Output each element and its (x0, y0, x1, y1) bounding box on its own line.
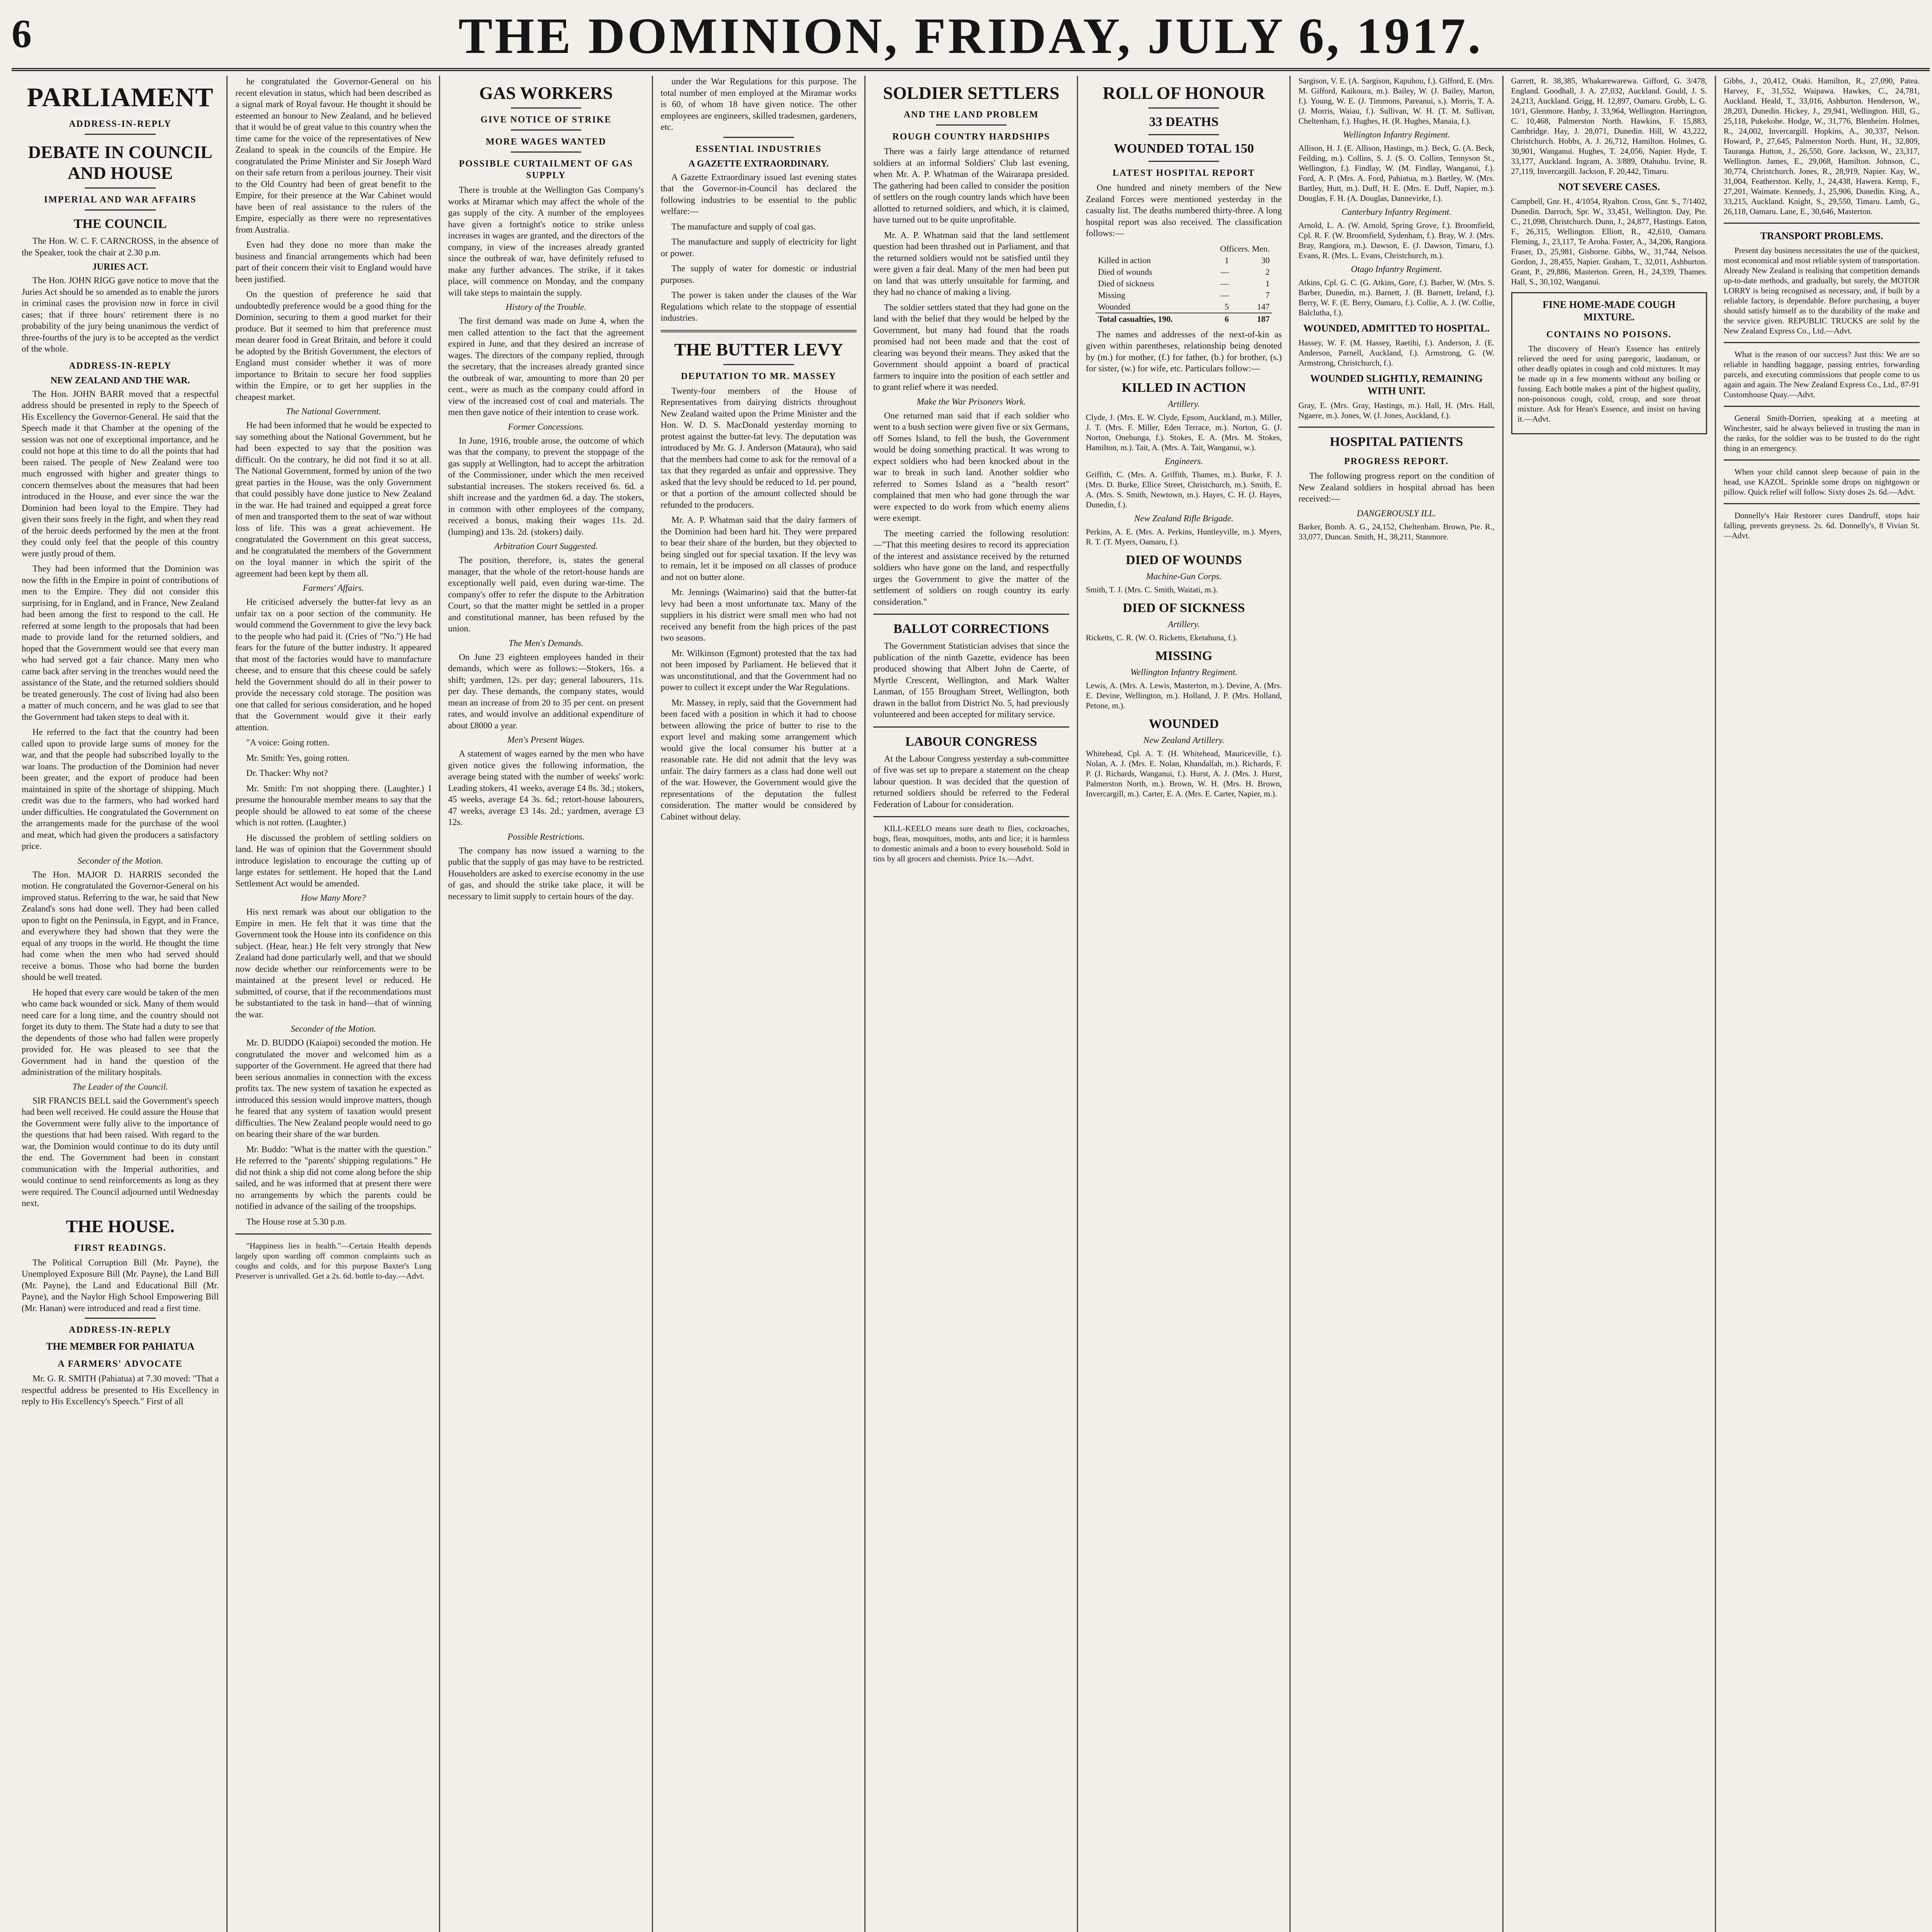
paragraph: The supply of water for domestic or industrial purposes. (660, 264, 857, 285)
paragraph: The Political Corruption Bill (Mr. Payne), the Unemployed Exposure Bill (Mr. Payne), the Land Bill (Mr. Payne), the Land and Educational Bill (Mr. Payne), and the Naylor High School Empowering Bill (Mr. Hanan) were introduced and read a first time. (22, 1257, 219, 1313)
paragraph: Twenty-four members of the House of Representatives from dairying districts throughout New Zealand waited upon the Prime Minister and the Hon. W. D. S. MacDonald yesterday morning to protest against the butter-fat levy. The deputation was introduced by Mr. G. J. Anderson (Mataura), who said that the members had come to ask for the removal of a tax that they regarded as unfair and oppressive. They asked that the levy should be reduced to 1d. per pound, or that a portion of the amount collected should be refunded to the producers. (660, 386, 857, 510)
masthead-rule (12, 68, 1930, 71)
subhead: A FARMERS' ADVOCATE (58, 1359, 183, 1369)
divider (85, 1318, 156, 1319)
advertisement: "Happiness lies in health."—Certain Health depends largely upon warding off common complaints such as coughs and colds, and for this purpose Baxter's Lung Preserver is unrivalled. Get a 2s. 6d. bottle to-day.—Advt. (235, 1241, 432, 1281)
casualty-list: Gray, E. (Mrs. Gray, Hastings, m.). Hall, H. (Mrs. Hall, Ngaere, m.). Jones, W. (J. Jones, Auckland, f.). (1298, 401, 1495, 420)
subheading: Wellington Infantry Regiment. (1130, 667, 1238, 677)
subheading: Possible Restrictions. (507, 832, 585, 842)
subhead: IMPERIAL AND WAR AFFAIRS (44, 195, 197, 205)
casualty-list: Perkins, A. E. (Mrs. A. Perkins, Huntleyville, m.). Myers, R. T. (T. Myers, Oamaru, f.). (1086, 527, 1282, 546)
paragraph: The power is taken under the clauses of the War Regulations which relate to the stoppage of essential industries. (660, 290, 857, 323)
subheading: Farmers' Affairs. (303, 583, 364, 593)
paragraph: The manufacture and supply of electricity for light or power. (660, 237, 857, 258)
paragraph: The soldier settlers stated that they had gone on the land with the belief that they would be helped by the Government, but many had found that the roads promised had not been made and that the cost of clearing was beyond their means. They asked that the Government should appoint a board of practical farmers to inquire into the position of each settler and to grant relief where it was needed. (873, 302, 1070, 392)
subheading: Make the War Prisoners Work. (917, 396, 1026, 406)
table-cell: 1 (1225, 255, 1229, 265)
divider (85, 187, 156, 189)
advertisement: KILL-KEELO means sure death to flies, cockroaches, bugs, fleas, mosquitoes, moths, ants and lice; it is harmless to domestic animals and a boon to every household. Sold in tins by all grocers and chemists. Price 1s.—Advt. (873, 824, 1070, 863)
casualty-list: Barker, Bomb. A. G., 24,152, Cheltenham. Brown, Pte. R., 33,077, Duncan. Smith, H., 38,211, Stanmore. (1298, 522, 1495, 541)
subheading: Seconder of the Motion. (291, 1024, 376, 1034)
paragraph: The Hon. JOHN RIGG gave notice to move that the Juries Act should be so amended as to enable the jurors in criminal cases the provision now in force in civil cases; that if three hours' retirement there is no probability of the jury being unanimous the verdict of three-fourths of the jury is to be accepted as the verdict of the whole. (22, 276, 219, 354)
section-heading: MISSING (1155, 648, 1213, 663)
paragraph: The first demand was made on June 4, when the men called attention to the fact that the agreement expired in June, and that they desired an increase of wages. The directors of the company replied, through the secretary, that the increases already granted since the outbreak of war, amounting to more than 20 per cent., were as much as the company could afford in view of the increased cost of coal and materials. The men then gave notice of their intention to cease work. (448, 316, 644, 417)
divider (1724, 503, 1920, 504)
casualty-list: Gibbs, J., 20,412, Otaki. Hamilton, R., 27,090, Patea. Harvey, F., 31,552, Waipawa. Hawkes, C., 24,781, Auckland. Heald, T., 33,016, Ashburton. Henderson, W., 28,203, Dunedin. Hickey, J., 29,941, Wellington. Hill, G., 25,118, Pukekohe. Hodge, W., 31,776, Blenheim. Holmes, R., 24,002, Invercargill. Hopkins, A., 30,337, Nelson. Howard, P., 27,645, Palmerston North. Hunt, H., 32,809, Tauranga. Hutton, J., 26,550, Gore. Jackson, W., 23,317, Wellington. James, E., 29,068, Hamilton. Johnson, C., 30,774, Christchurch. Jones, R., 28,919, Napier. Kay, W., 31,004, Featherston. Kelly, J., 24,438, Hawera. Kemp, F., 27,201, Waimate. Kennedy, J., 25,906, Dunedin. King, A., 33,215, Auckland. Knight, S., 29,550, Timaru. Lamb, G., 26,118, Oamaru. Lane, E., 30,646, Masterton. (1723, 76, 1920, 216)
column-8 (1502, 76, 1715, 1932)
casualty-list: Hassey, W. F. (M. Hassey, Raetihi, f.). Anderson, J. (E. Anderson, Parnell, Auckland, f.). Armstrong, G. (W. Armstrong, Christchurch, f.). (1298, 338, 1495, 367)
divider (873, 614, 1069, 615)
divider (1148, 134, 1219, 135)
subheading: History of the Trouble. (505, 302, 587, 312)
casualty-list: Griffith, C. (Mrs. A. Griffith, Thames, m.). Burke, F. J. (Mrs. D. Burke, Ellice Street, Christchurch, m.). Smith, E. A. (Mrs. S. Smith, Newtown, m.). Hayes, C. H. (J. Hayes, Dunedin, f.). (1086, 469, 1282, 509)
subheading: Otago Infantry Regiment. (1351, 264, 1442, 274)
headline-transport-problems: TRANSPORT PROBLEMS. (1760, 230, 1883, 242)
subheading: JURIES ACT. (92, 262, 148, 272)
paragraph: The meeting carried the following resolution:—"That this meeting desires to record its appreciation of the interest and assistance received by the returned soldiers who have gone on the land, and respectfully urges the Government to give the matter of the settlement of soldiers on rough country its early consideration." (873, 528, 1070, 607)
section-heading: DIED OF WOUNDS (1126, 553, 1242, 567)
headline: LABOUR CONGRESS (905, 734, 1037, 749)
table-cell: — (1220, 278, 1229, 288)
page-number: 6 (12, 12, 32, 56)
table-cell: 30 (1261, 255, 1270, 265)
paragraph: The House rose at 5.30 p.m. (246, 1216, 347, 1226)
column-5 (864, 76, 1077, 1932)
subhead: ADDRESS-IN-REPLY (69, 361, 172, 371)
column-1 (14, 76, 226, 1932)
casualty-list: Whitehead, Cpl. A. T. (H. Whitehead, Mauriceville, f.). Nolan, A. J. (Mrs. E. Nolan, Khandallah, m.). Richards, F. P. (J. Richards, Wanganui, f.). Hurst, A. J. (Mrs. J. Hurst, Palmerston North, m.). Brown, W. H. (Mrs. H. Brown, Invercargill, m.). Carter, E. A. (Mrs. E. Carter, Napier, m.). (1086, 748, 1282, 798)
newspaper-title: THE DOMINION, FRIDAY, JULY 6, 1917. (458, 7, 1483, 64)
divider (1298, 427, 1494, 428)
table-total-row (1095, 313, 1272, 325)
divider (85, 209, 156, 211)
paragraph: On June 23 eighteen employees handed in their demands, which were as follows:—Stokers, 16s. a shift; yardmen, 12s. per day; general labourers, 11s. per day. These demands, the company states, would mean an increase of from 20 to 35 per cent. on present rates, and would involve an additional expenditure of about £8000 a year. (448, 652, 644, 730)
subheading: Engineers. (1165, 456, 1203, 466)
divider (1148, 161, 1219, 162)
headline-roll-of-honour: ROLL OF HONOUR (1102, 83, 1265, 103)
table-cell: 5 (1225, 301, 1229, 311)
table-cell: 187 (1231, 313, 1272, 325)
casualty-list: Clyde, J. (Mrs. E. W. Clyde, Epsom, Auckland, m.). Miller, J. T. (Mrs. F. Miller, Eden Terrace, m.). Norton, G. (J. Norton, Onehunga, f.). Stokes, E. A. (Mrs. M. Stokes, Hamilton, m.). Tait, A. (Mrs. A. Tait, Wanganui, w.). (1086, 412, 1282, 452)
divider (1724, 223, 1920, 224)
subhead: PROGRESS REPORT. (1344, 456, 1449, 466)
section-heading: WOUNDED (1149, 716, 1219, 731)
divider (936, 124, 1007, 126)
paragraph: Mr. Wilkinson (Egmont) protested that the tax had not been imposed by Parliament. He believed that it was unconstitutional, and that the Government had no power to collect it except under the War Regulations. (660, 648, 857, 692)
paragraph: The following progress report on the condition of New Zealand soldiers in hospital abroad has been received:— (1298, 471, 1495, 503)
paragraph: On the question of preference he said that undoubtedly preference would be a good thing for the Dominion, securing to them a good market for their produce. But it seemed to him that preference must mean dearer food in Great Britain, and before it could be adopted by the British Government, the electors of England must consider whether it was of more importance to Britain to secure her food supplies within the Empire, or to get her supplies in the cheapest market. (235, 289, 432, 402)
ad-subheading: CONTAINS NO POISONS. (1546, 330, 1672, 340)
subheading: The Leader of the Council. (72, 1082, 168, 1092)
table-cell: Died of sickness (1098, 278, 1154, 288)
table-cell: 2 (1265, 267, 1270, 277)
table-cell: Killed in action (1098, 255, 1151, 265)
paragraph: Mr. A. P. Whatman said that the dairy farmers of the Dominion had been hard hit. They were prepared to bear their share of the burden, but they objected to being singled out for special taxation. If the levy was to remain, let it be imposed on all classes of produce and not on butter alone. (660, 515, 857, 582)
subheading: How Many More? (301, 893, 366, 903)
headline-hospital-patients: HOSPITAL PATIENTS (1330, 435, 1463, 449)
casualty-list: Atkins, Cpl. G. C. (G. Atkins, Gore, f.). Barber, W. (Mrs. S. Barber, Dunedin, m.). Barnett, J. (B. Barnett, Ireland, f.). Berry, W. F. (E. Berry, Oamaru, f.). Collie, A. J. (W. Collie, Balclutha, f.). (1298, 278, 1495, 317)
subhead: GIVE NOTICE OF STRIKE (480, 115, 612, 125)
subhead: 33 DEATHS (1149, 115, 1219, 129)
divider (873, 726, 1069, 728)
subhead: ADDRESS-IN-REPLY (69, 119, 172, 129)
paragraph: Mr. Smith: I'm not shopping there. (Laughter.) I presume the honourable member means to say that the people should be allowed to eat some of the cheese which is not rotten. (Laughter.) (235, 783, 432, 827)
paragraph: The Hon. MAJOR D. HARRIS seconded the motion. He congratulated the Governor-General on his improved status. Referring to the war, he said that New Zealand's sons had done well. They had been called upon to fight on the Peninsula, in Egypt, and in France, and everywhere they had shown that they were the equal of any troops in the world. He thought the time had come when the men who had served should receive a bonus. Those who had borne the burden should be well treated. (22, 869, 219, 982)
section-heading: NOT SEVERE CASES. (1558, 181, 1660, 192)
paragraph: A statement of wages earned by the men who have given notice gives the following information, the average being stated with the number of weeks' work: Leading stokers, 41 weeks, average £4 8s. 3d.; stokers, 45 weeks, average £4 3s. 6d.; retort-house labourers, 47 weeks, average £3 14s. 2d.; yardmen, average £3 12s. (448, 749, 644, 827)
columns (14, 76, 1927, 1932)
paragraph: under the War Regulations for this purpose. The total number of men employed at the Miramar works is 60, of whom 18 have given notice. The other employees are engineers, skilled tradesmen, gardeners, etc. (660, 77, 857, 132)
subheading: Canterbury Infantry Regiment. (1341, 207, 1452, 217)
casualty-list: Garrett, R. 38,385, Whakarewarewa. Gifford, G. 3/478, England. Goodhall, J. A. 27,032, Auckland. Gould, J. S. 24,213, Auckland. Grigg, H. 12,897, Oamaru. Grubb, L. G. 10/1, Glenmore. Hanby, J. 33,964, Wellington. Harrington, C. 10,468, Palmerston North. Hawkins, F. 15,883, Cambridge. Hay, J. 28,071, Dunedin. Hill, W. 43,222, Christchurch. Hobbs, A. J. 26,712, Hamilton. Holmes, G. 30,901, Wanganui. Hughes, T. 24,056, Napier. Hyde, T. 33,177, Auckland. Ingram, A. 3/889, Otahuhu. Irvine, R. 27,119, Invercargill. Jackson, F. 20,442, Timaru. (1511, 76, 1707, 176)
advertisement-cough-mixture (1511, 292, 1707, 434)
masthead (12, 7, 1930, 65)
section-heading: THE COUNCIL (73, 217, 167, 231)
subheading: Seconder of the Motion. (77, 855, 163, 866)
paragraph: The Hon. W. C. F. CARNCROSS, in the absence of the Speaker, took the chair at 2.30 p.m. (22, 236, 219, 257)
subhead: LATEST HOSPITAL REPORT (1112, 168, 1255, 178)
divider (511, 107, 582, 109)
casualty-list: Lewis, A. (Mrs. A. Lewis, Masterton, m.). Devine, A. (Mrs. E. Devine, Wellington, m.). Holland, J. P. (Mrs. Holland, Petone, m.). (1086, 680, 1282, 710)
headline-parliament: PARLIAMENT (27, 83, 214, 112)
paragraph: The position, therefore, is, states the general manager, that the whole of the retort-house hands are exceptionally well paid, even during war-time. The company's offer to refer the dispute to the Arbitration Court, so that the matter might be settled in a proper and constitutional manner, has been refused by the union. (448, 555, 644, 633)
paragraph: He had been informed that he would be expected to say something about the National Government, but he had been expected to say that the position was difficult. On the contrary, he did not find it so at all. The National Government, formed by union of the two great parties in the House, was the only Government that could possibly have done justice to New Zealand in the war. He had trained and equipped a great force of men and transported them to the seat of war without loss of life. This was a great achievement. He congratulated the Government on this great success, and he congratulated the members of the Government on the loyal manner in which the spirit of the agreement had been kept by them all. (235, 420, 432, 578)
subhead: ROUGH COUNTRY HARDSHIPS (892, 132, 1050, 142)
casualty-list: Arnold, L. A. (W. Arnold, Spring Grove, f.). Broomfield, Cpl. R. F. (W. Broomfield, Sydenham, f.). Bray, W. J. (Mrs. Bray, Rangiora, m.). Dawson, E. (J. Dawson, Timaru, f.). Evans, R. (Mrs. L. Evans, Christchurch, m.). (1298, 221, 1495, 260)
table-cell: 7 (1265, 290, 1270, 300)
paragraph: At the Labour Congress yesterday a sub-committee of five was set up to prepare a statement on the cheap labour question. It was decided that the question of returned soldiers should be referred to the Federal Federation of Labour for consideration. (873, 753, 1070, 809)
casualty-list: Sargison, V. E. (A. Sargison, Kapuhou, f.). Gifford, E. (Mrs. M. Gifford, Kaikoura, m.). Bailey, W. (J. Bailey, Marton, f.). Young, W. E. (J. Timmons, Pareanui, s.). Morris, T. A. (J. Morris, Waiau, f.). Sullivan, W. H. (T. M. Sullivan, Cheltenham, f.). Hughes, H. (R. Hughes, Manaia, f.). (1298, 76, 1495, 126)
table-cell: 147 (1257, 301, 1270, 311)
column-3 (439, 76, 651, 1932)
divider (511, 129, 582, 131)
table-cell: 1 (1265, 278, 1270, 288)
subhead: WOUNDED TOTAL 150 (1114, 141, 1254, 156)
paragraph: He referred to the fact that the country had been called upon to provide large sums of money for the war, and that the people had subscribed loyally to the war loans. The production of the Dominion had never been greater, and the export of produce had been maintained in spite of the shortage of shipping. Much credit was due to the farmers, who had worked hard under difficulties. He congratulated the Government on the arrangements made for the purchase of the wool and meat, which had given the producers a satisfactory price. (22, 727, 219, 851)
subheading: Men's Present Wages. (507, 735, 585, 745)
advertisement: Donnelly's Hair Restorer cures Dandruff, stops hair falling, prevents greyness. 2s. 6d. Donnelly's, 8 Vivian St.—Advt. (1723, 511, 1920, 540)
subheading: A GAZETTE EXTRAORDINARY. (688, 158, 829, 169)
paragraph: The manufacture and supply of coal gas. (671, 221, 816, 231)
advertisement: When your child cannot sleep because of pain in the head, use KAZOL. Sprinkle some drops on nightgown or pillow. Quick relief will follow. Sixty doses 2s. 6d.—Advt. (1723, 467, 1920, 497)
divider (723, 364, 794, 365)
ad-heading: FINE HOME-MADE COUGH MIXTURE. (1543, 299, 1676, 323)
headline: THE MEMBER FOR PAHIATUA (46, 1341, 195, 1352)
paragraph: General Smith-Dorrien, speaking at a meeting at Winchester, said he always believed in trusting the man in the ranks, for the soldier was to be trusted to do the right thing in an emergency. (1723, 413, 1920, 453)
paragraph: They had been informed that the Dominion was now the fifth in the Empire in point of contributions of men to the Empire. They did not consider this surprising, for in England, and in France, New Zealand had been among the first to respond to the call. He referred at some length to the proposals that had been made to provide land for the returned soldiers, and hoped that the Government would see that every man who had served got a fair chance. Many men who came back after serving in the trenches would need the assistance of the State, and the returned soldiers should be treated generously. The cost of living had also been a matter of much concern, and he was glad to see that the Government had taken steps to deal with it. (22, 564, 219, 722)
subheading: The Men's Demands. (509, 638, 583, 648)
paragraph: Present day business necessitates the use of the quickest, most economical and most reliable system of transportation. Already New Zealand is realising that competition demands up-to-date methods, and gradually, but surely, the MOTOR LORRY is being recognised as necessary, and, if built by a reliable factory, is dependable. Before purchasing, a buyer should satisfy himself as to the durability of the make and the service given. REPUBLIC TRUCKS are sold by the New Zealand Express Co., Ltd.—Advt. (1723, 246, 1920, 335)
paragraph: The names and addresses of the next-of-kin as given within parentheses, relationship being denoted by (m.) for mother, (f.) for father, (b.) for brother, (s.) for sister, (w.) for wife, etc. Particulars follow:— (1086, 329, 1282, 373)
table-row (1095, 278, 1272, 289)
column-4 (652, 76, 864, 1932)
paragraph: Mr. D. BUDDO (Kaiapoi) seconded the motion. He congratulated the mover and welcomed him as a supporter of the Government. He agreed that there had been serious anomalies in connection with the excess profits tax. The new system of taxation he expected as introduced this session would improve matters, though he feared that any system of taxation would present difficulties. The New Zealand people would need to go on bearing their share of the war burden. (235, 1038, 432, 1139)
divider (511, 151, 582, 153)
section-heading: KILLED IN ACTION (1122, 380, 1246, 395)
column-7 (1289, 76, 1502, 1932)
table-row (1095, 266, 1272, 278)
subheading: NEW ZEALAND AND THE WAR. (50, 375, 190, 386)
table-cell: — (1220, 290, 1229, 300)
subhead: ADDRESS-IN-REPLY (69, 1325, 172, 1335)
column-2 (226, 76, 439, 1932)
paragraph: A Gazette Extraordinary issued last evening states that the Governor-in-Council has declared the following industries to be essential to the public welfare:— (660, 172, 857, 216)
casualty-list: Ricketts, C. R. (W. O. Ricketts, Eketahuna, f.). (1086, 633, 1238, 642)
paragraph: Dr. Thacker: Why not? (246, 768, 328, 778)
headline-gas-workers: GAS WORKERS (479, 83, 613, 103)
table-cell: — (1220, 267, 1229, 277)
subheading: Wellington Infantry Regiment. (1343, 130, 1450, 139)
headline: BALLOT CORRECTIONS (893, 622, 1049, 636)
paragraph: Mr. Jennings (Waimarino) said that the butter-fat levy had been a most unfortunate tax. Many of the suppliers in his district were small men who had not received any benefit from the high prices of the past two seasons. (660, 587, 857, 643)
table-cell: Total casualties, 190. (1095, 313, 1200, 325)
subheading: Artillery. (1168, 619, 1200, 629)
table-cell: 6 (1201, 313, 1231, 325)
paragraph: There was a fairly large attendance of returned soldiers at an informal Soldiers' Club last evening, when Mr. A. P. Whatman of the Wairarapa presided. The gathering had been called to consider the position of settlers on the rough country lands which have been allotted to returned soldiers, and which, it is claimed, have turned out to be quite unprofitable. (873, 146, 1070, 224)
paragraph: Mr. Massey, in reply, said that the Government had been faced with a position in which it had to choose between allowing the price of butter to rise to the export level and making some arrangement which would give the local consumer his butter at a reasonable rate. He did not admit that the levy was unfair. The dairy farmers as a class had done well out of the war. However, the Government would give the representations of the deputation the fullest consideration. The matter would be considered by Cabinet without delay. (660, 697, 857, 821)
section-heading: DIED OF SICKNESS (1122, 600, 1245, 615)
divider (873, 816, 1069, 817)
headline: DEBATE IN COUNCIL AND HOUSE (28, 142, 213, 183)
casualty-list: Campbell, Gnr. H., 4/1054, Ryalton. Cross, Gnr. S., 7/1402, Dunedin. Darroch, Spr. W., 33,451, Wellington. Day, Pte. C., 21,098, Christchurch. Dunn, J., 24,877, Hastings. Eaton, F., 26,315, Wellington. Elliott, R., 42,610, Oamaru. Fleming, J., 23,117, Te Aroha. Foster, A., 34,206, Rangiora. Fraser, D., 25,981, Gisborne. Gibbs, W., 31,744, Nelson. Gordon, J., 28,455, Napier. Graham, T., 32,011, Ashburton. Grant, P., 29,886, Masterton. Green, H., 24,339, Thames. Hall, S., 30,102, Wanganui. (1511, 197, 1707, 286)
column-9 (1715, 76, 1927, 1932)
section-heading: WOUNDED SLIGHTLY, REMAINING WITH UNIT. (1310, 373, 1483, 396)
paragraph: His next remark was about our obligation to the Empire in men. He felt that it was time that the Government took the House into its confidence on this subject. (Hear, hear.) He felt very strongly that New Zealand had done particularly well, and that we should now decide whether our reinforcements were to be maintained at the present level or reduced. He submitted, of course, that if the recommendations must be substantiated to the task in hand—that of winning the war. (235, 907, 432, 1019)
subhead: DEPUTATION TO MR. MASSEY (681, 371, 837, 381)
divider (85, 134, 156, 135)
paragraph: Mr. Smith: Yes, going rotten. (246, 753, 350, 763)
subhead: MORE WAGES WANTED (486, 137, 606, 147)
divider (235, 1233, 431, 1235)
subhead: AND THE LAND PROBLEM (903, 110, 1039, 120)
paragraph: "A voice: Going rotten. (246, 738, 330, 747)
casualty-list: Smith, T. J. (Mrs. C. Smith, Waitati, m.). (1086, 585, 1218, 594)
table-row (1095, 255, 1272, 266)
paragraph: There is trouble at the Wellington Gas Company's works at Miramar which may affect the whole of the gas supply of the city. A number of the employees have given a fortnight's notice to strike unless increases in wages are granted, and the directors of the company, in view of the increases already granted since the outbreak of war, have definitely refused to make any further advances. The strike, if it takes place, will commence on Monday, and the company will take steps to maintain the supply. (448, 185, 644, 298)
divider (1724, 406, 1920, 407)
subheading: The National Government. (286, 406, 381, 416)
paragraph: In June, 1916, trouble arose, the outcome of which was that the company, to prevent the stoppage of the gas supply at Wellington, had to accept the arbitration of the Commissioner, under which the men received substantial increases. The stokers received 6s. 6d. a shift increase and the yardmen 6d. a day. The stokers, in common with other employees of the company, received a bonus, making their wages 11s. 2d. (lumping) and 13s. 2d. (stokers) daily. (448, 435, 644, 537)
paragraph: One hundred and ninety members of the New Zealand Forces were mentioned yesterday in the casualty list. The deaths numbered thirty-three. A long hospital report was also received. The classification follows:— (1086, 183, 1282, 238)
table-cell: Missing (1098, 290, 1126, 300)
paragraph: What is the reason of our success? Just this: We are so reliable in handling baggage, passing entries, forwarding parcels, and executing commissions that people come to us again and again. The New Zealand Express Co., Ltd., 87-91 Customhouse Quay.—Advt. (1723, 350, 1920, 399)
table-cell: Wounded (1098, 301, 1131, 311)
table-cell: Died of wounds (1098, 267, 1153, 277)
subhead: POSSIBLE CURTAILMENT OF GAS SUPPLY (459, 159, 633, 180)
table-header-row (1095, 243, 1272, 255)
subheading: DANGEROUSLY ILL. (1357, 508, 1436, 518)
subheading: New Zealand Rifle Brigade. (1134, 513, 1234, 523)
paragraph: He criticised adversely the butter-fat levy as an unfair tax on a poor section of the community. He would commend the Government to give the levy back to the people who had paid it. (Cries of "No.") He had fears for the future of the butter industry. It appeared that most of the factories would have to manufacture cheese, and to ensure that this cheese could be safely held the Government should do all in their power to provide the necessary cold storage. The position was one that called for serious consideration, and he hoped that the Government would give it their early attention. (235, 597, 432, 732)
headline-soldier-settlers: SOLDIER SETTLERS (883, 83, 1060, 103)
section-heading: THE HOUSE. (66, 1216, 175, 1236)
subhead: ESSENTIAL INDUSTRIES (696, 144, 822, 154)
subheading: Artillery. (1168, 399, 1200, 409)
divider (1724, 342, 1920, 343)
section-heading: WOUNDED, ADMITTED TO HOSPITAL. (1303, 323, 1490, 334)
subheading: Former Concessions. (508, 422, 584, 432)
paragraph: he congratulated the Governor-General on his recent elevation in status, which had been described as a signal mark of Royal favour. He thought it should be esteemed an honour to New Zealand, and he believed that it would be of great value to this country when the time came for the voice of the representatives of New Zealand to speak in the councils of the Empire. He congratulated the Prime Minister and Sir Joseph Ward on their safe return from a perilous journey. Their visit to the Old Country had been of great benefit to the Empire, for their presence at the War Cabinet would have been of real assistance to the rulers of the Empire, especially as there were no representatives from Australia. (235, 77, 432, 235)
paragraph: Mr. Buddo: "What is the matter with the question." He referred to the "parents' shipping regulations." He did not think a ship did not come along before the ship sailed, and he was informed that at present there were no arrangements by which the parents could be notified in advance of the sailing of the troopships. (235, 1144, 432, 1211)
paragraph: One returned man said that if each soldier who went to a bush section were given five or six Germans, off Somes Island, to fell the bush, the Government would be doing something practical. It was wrong to expect soldiers who had been knocked about in the war to break in such land. Another soldier who referred to Somes Island as a "health resort" complained that men who had gone through the war were expected to do work from which enemy aliens were exempt. (873, 410, 1070, 523)
subheading: Arbitration Court Suggested. (494, 541, 598, 551)
table-header: Officers. Men. (1220, 243, 1270, 253)
divider (1148, 107, 1219, 109)
paragraph: He discussed the problem of settling soldiers on land. He was of opinion that the Government should introduce legislation to encourage the cutting up of large estates for settlement. He hoped that the Land Settlement Act would be amended. (235, 833, 432, 888)
paragraph: The Hon. JOHN BARR moved that a respectful address should be presented in reply to the Speech of His Excellency the Governor-General. He said that the Speech made it that Chamber at the opening of the session was not one of exceptional importance, and he could not hope at this time to do all the points that had been raised. The people of New Zealand were too much engrossed with higher and greater things to concern themselves about the measures that had been introduced in the House, and ever since the war the Dominion had been loyal to the Empire. They had given their sons freely in the fight, and when they read of the heroic deeds performed by the men at the front they could only feel that the people of this country were justly proud of them. (22, 389, 219, 558)
column-6 (1077, 76, 1289, 1932)
paragraph: The company has now issued a warning to the public that the supply of gas may have to be restricted. Householders are asked to exercise economy in the use of gas, and should the strike take place, it will be necessary to limit supply to certain hours of the day. (448, 845, 644, 901)
subheading: New Zealand Artillery. (1143, 735, 1225, 745)
paragraph: Mr. A. P. Whatman said that the land settlement question had been thrashed out in Parliament, and that the returned soldiers would not be satisfied until they were given a fair deal. Many of the men had been put on land that was utterly unsuitable for farming, and they had no chance of making a living. (873, 230, 1070, 297)
subheading: Machine-Gun Corps. (1146, 571, 1222, 581)
paragraph: The Government Statistician advises that since the publication of the ninth Gazette, evidence has been produced showing that Albert John de Caerte, of Myrtle Crescent, Wellington, and Mark Walter Lanman, of 155 Brougham Street, Wellington, both drawn in the ballot from District No. 5, had previously volunteered and been accepted for military service. (873, 641, 1070, 719)
headline-butter-levy: THE BUTTER LEVY (674, 339, 843, 359)
paragraph: Even had they done no more than make the business and financial arrangements which had been part of their concern their visit to England would have been justified. (235, 240, 432, 284)
paragraph: SIR FRANCIS BELL said the Government's speech had been well received. He could assure the House that the Government were fully alive to the importance of the questions that had been raised. With regard to the war, the Dominion would continue to do its duty until the end. The Government had been in constant communication with the Imperial authorities, and would continue to send reinforcements as long as they were required. The Council adjourned until Wednesday next. (22, 1095, 219, 1208)
paragraph: He hoped that every care would be taken of the men who came back wounded or sick. Many of them would need care for a long time, and the country should not forget its duty to them. The State had a duty to see that the dependents of those who had fallen were properly provided for. He was pleased to see that the Government had in hand the question of the administration of the military hospitals. (22, 987, 219, 1077)
divider (723, 137, 794, 138)
divider (661, 330, 857, 332)
divider (1724, 459, 1920, 461)
table-row (1095, 289, 1272, 301)
paragraph: Mr. G. R. SMITH (Pahiatua) at 7.30 moved: "That a respectful address be presented to His Excellency in reply to His Excellency's Speech." First of all (22, 1374, 219, 1406)
ad-text: The discovery of Hean's Essence has entirely relieved the need for using paregoric, laudanum, or other deadly opiates in cough and cold mixtures. It may be made up in a few moments without any boiling or fussing. Each bottle makes a pint of the highest quality, non-poisonous cough, cold, croup, and sore throat mixture. Ask for Hean's Essence, and insist on having it.—Advt. (1517, 344, 1701, 423)
subhead: FIRST READINGS. (74, 1243, 167, 1253)
casualty-list: Allison, H. J. (E. Allison, Hastings, m.). Beck, G. (A. Beck, Feilding, m.). Collins, S. J. (S. O. Collins, Tennyson St., Wellington, f.). Findlay, W. (M. Findlay, Wanganui, f.). Ford, A. P. (Mrs. A. Ford, Pahiatua, m.). Bartley, W. (Mrs. Bartley, Hutt, m.). Duff, H. E. (Mrs. E. Duff, Napier, m.). Douglas, F. H. (A. Douglas, Dannevirke, f.). (1298, 143, 1495, 203)
casualty-table (1095, 243, 1272, 325)
table-row (1095, 301, 1272, 313)
